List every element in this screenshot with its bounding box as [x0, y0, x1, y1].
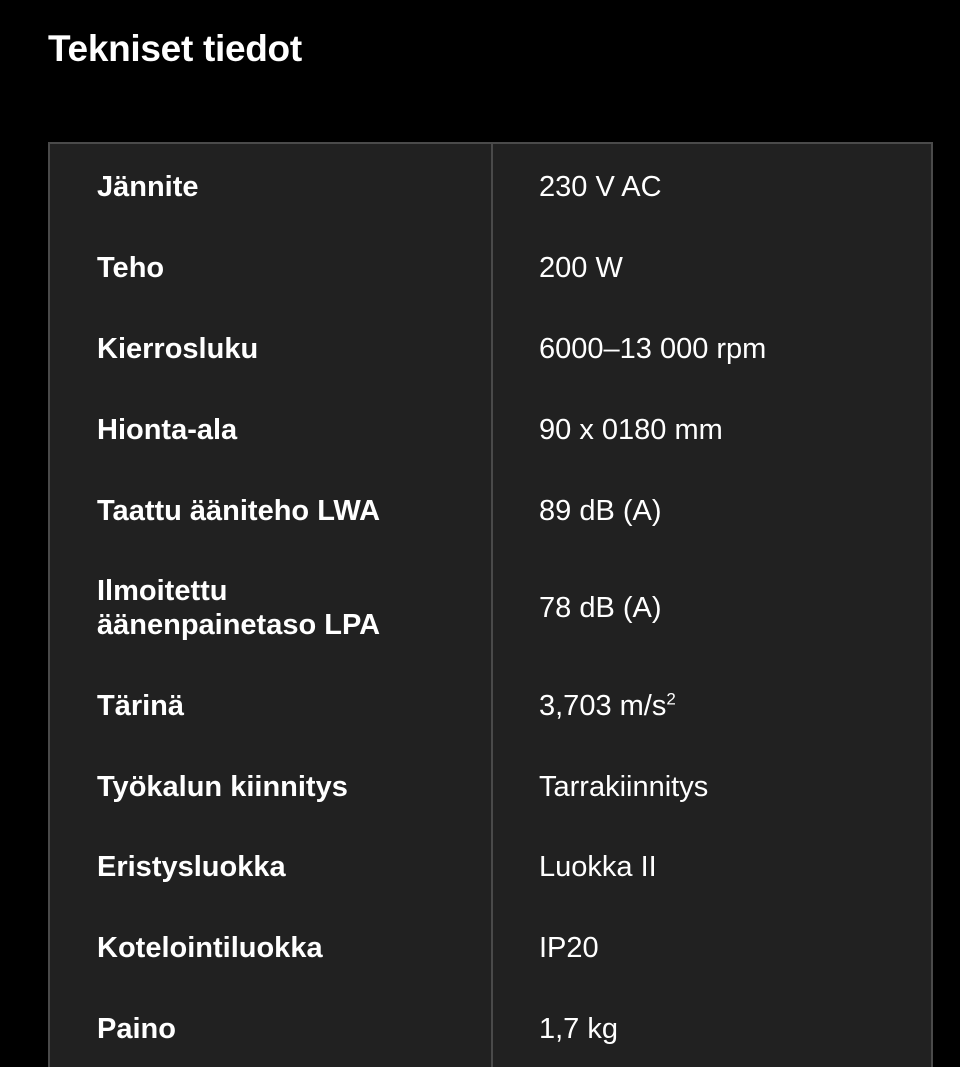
spec-value: 89 dB (A) — [539, 495, 662, 527]
spec-label: Teho — [97, 252, 165, 284]
spec-label: Jännite — [97, 171, 199, 203]
spec-value: IP20 — [539, 932, 599, 964]
spec-label: Taattu ääniteho LWA — [97, 495, 381, 527]
spec-value: 230 V AC — [539, 171, 662, 203]
spec-value: 90 x 0180 mm — [539, 414, 723, 446]
spec-label-line: Ilmoitettu — [97, 575, 228, 607]
superscript: 2 — [666, 689, 676, 709]
spec-label: Tärinä — [97, 690, 185, 722]
spec-table — [48, 142, 933, 1067]
spec-label-line: äänenpainetaso LPA — [97, 609, 381, 641]
spec-label: Kotelointiluokka — [97, 932, 323, 964]
spec-value: 6000–13 000 rpm — [539, 333, 767, 365]
spec-value — [539, 689, 919, 723]
spec-label: Paino — [97, 1013, 176, 1045]
spec-value-text: 3,703 m/s — [539, 690, 667, 722]
spec-label — [97, 574, 427, 642]
spec-label: Työkalun kiinnitys — [97, 771, 348, 803]
column-divider — [491, 144, 493, 1067]
spec-value: Tarrakiinnitys — [539, 771, 709, 803]
spec-label: Eristysluokka — [97, 851, 286, 883]
spec-label: Kierrosluku — [97, 333, 259, 365]
spec-value: Luokka II — [539, 851, 657, 883]
spec-value: 78 dB (A) — [539, 592, 662, 624]
spec-label: Hionta-ala — [97, 414, 238, 446]
spec-value: 1,7 kg — [539, 1013, 618, 1045]
page-title: Tekniset tiedot — [48, 28, 302, 69]
spec-value: 200 W — [539, 252, 623, 284]
